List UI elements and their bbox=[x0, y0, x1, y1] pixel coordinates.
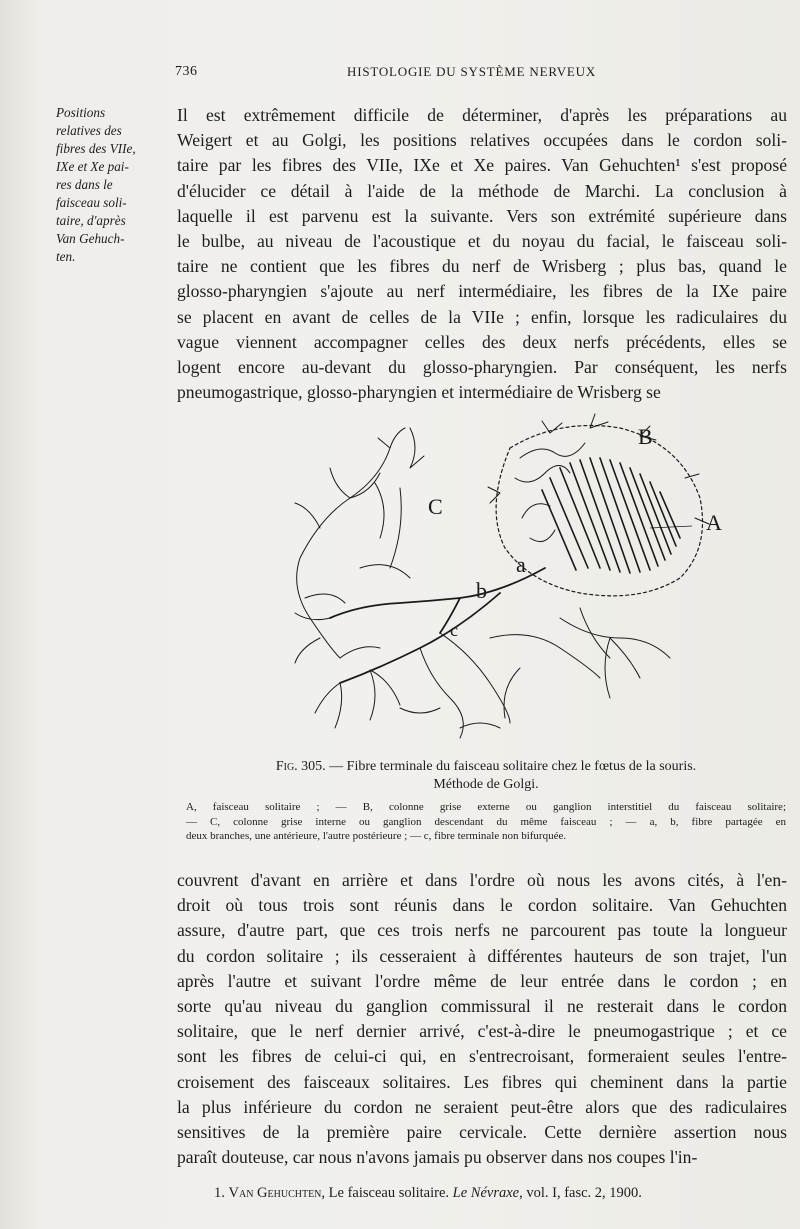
label-A-leader bbox=[650, 526, 692, 528]
colonne-grise-interne bbox=[295, 428, 424, 663]
paragraph-2 bbox=[177, 868, 787, 1170]
margin-note-line: faisceau soli- bbox=[56, 195, 127, 210]
legend-line: — C, colonne grise interne ou ganglion descendant du même faisceau ; — a, b, fibre partagée en bbox=[186, 815, 786, 828]
text-line: sont les fibres de celui-ci qui, en s'entrecroisant, formeraient seules l'entre- bbox=[177, 1046, 787, 1067]
text-line: logent encore au-devant du glosso-pharyngien. Par conséquent, les nerfs bbox=[177, 356, 787, 377]
text-line: sensitives de la première paire cervicale. Cette dernière assertion nous bbox=[177, 1121, 787, 1142]
margin-note-line: IXe et Xe pai- bbox=[56, 159, 129, 174]
footnote-text-after: , vol. I, fasc. 2, 1900. bbox=[519, 1185, 642, 1201]
figure-legend bbox=[186, 800, 786, 844]
label-a: a bbox=[516, 552, 526, 577]
caption-method: Méthode de Golgi. bbox=[433, 777, 539, 792]
footnote bbox=[214, 1185, 774, 1202]
text-line: couvrent d'avant en arrière et dans l'ordre où nous les avons cités, à l'en- bbox=[177, 870, 787, 890]
page-header bbox=[175, 62, 785, 84]
text-line: assure, d'autre part, que ces trois nerfs ne parcourent pas toute la longueur bbox=[177, 920, 787, 941]
text-line: droit où tous trois sont réunis dans le cordon solitaire. Van Gehuchten bbox=[177, 895, 787, 916]
label-c: c bbox=[450, 620, 458, 640]
label-A: A bbox=[706, 510, 722, 535]
footnote-journal: Le Névraxe bbox=[452, 1185, 520, 1201]
text-line: vague viennent accompagner celles des deux nerfs précédents, elles se bbox=[177, 331, 787, 352]
margin-note bbox=[56, 104, 166, 266]
margin-note-line: Positions bbox=[56, 105, 106, 120]
label-B: B bbox=[638, 424, 653, 449]
margin-note-line: Van Gehuch- bbox=[56, 231, 125, 246]
text-line: croisement des faisceaux solitaires. Les fibres qui cheminent dans la partie bbox=[177, 1071, 787, 1092]
margin-note-line: fibres des VIIe, bbox=[56, 141, 136, 156]
text-line: paraît douteuse, car nous n'avons jamais pu observer dans nos coupes l'in- bbox=[177, 1147, 698, 1168]
label-C: C bbox=[428, 494, 443, 519]
lower-arborisation bbox=[295, 608, 670, 738]
page-number: 736 bbox=[175, 64, 198, 79]
text-line: glosso-pharyngien s'ajoute au nerf intermédiaire, les fibres de la IXe paire bbox=[177, 281, 787, 302]
text-line: la plus inférieure du cordon ne seraient peut-être alors que des radiculaires bbox=[177, 1096, 787, 1117]
text-line: sorte qu'au niveau du ganglion commissural il ne resterait dans le cordon bbox=[177, 995, 787, 1016]
margin-note-line: relatives des bbox=[56, 123, 122, 138]
caption-text: — Fibre terminale du faisceau solitaire chez le fœtus de la souris. bbox=[329, 759, 697, 774]
text-line: se placent en avant de celles de la VIIe ; enfin, lorsque les radiculaires du bbox=[177, 306, 787, 327]
footnote-text-before: , Le faisceau solitaire. bbox=[321, 1185, 453, 1201]
running-title: HISTOLOGIE DU SYSTÈME NERVEUX bbox=[347, 64, 597, 79]
text-line: Il est extrêmement difficile de déterminer, d'après les préparations au bbox=[177, 105, 787, 125]
footnote-number: 1. bbox=[214, 1185, 225, 1201]
legend-line: deux branches, une antérieure, l'autre postérieure ; — c, fibre terminale non bifurquée. bbox=[186, 830, 567, 842]
terminal-fibre bbox=[330, 568, 545, 683]
text-line: du cordon solitaire ; ils cesseraient à différentes hauteurs de son trajet, l'un bbox=[177, 945, 787, 966]
legend-line: A, faisceau solitaire ; — B, colonne grise externe ou ganglion interstitiel du faisceau solitaire; bbox=[186, 801, 786, 813]
neuron-drawing bbox=[260, 408, 730, 753]
footnote-author: Van Gehuchten bbox=[228, 1185, 322, 1201]
margin-note-line: taire, d'après bbox=[56, 213, 126, 228]
text-line: solitaire, que le nerf dernier arrivé, c'est-à-dire le pneumogastrique ; et ce bbox=[177, 1021, 787, 1042]
figure-caption bbox=[186, 758, 786, 794]
margin-note-line: ten. bbox=[56, 249, 76, 264]
text-line: laquelle il est parvenu est la suivante. Vers son extrémité supérieure dans bbox=[177, 205, 787, 226]
text-line: taire ne contient que les fibres du nerf de Wrisberg ; plus bas, quand le bbox=[177, 256, 787, 277]
margin-note-line: res dans le bbox=[56, 177, 113, 192]
text-line: taire par les fibres des VIIe, IXe et Xe paires. Van Gehuchten¹ s'est proposé bbox=[177, 155, 787, 176]
text-line: d'élucider ce détail à l'aide de la méthode de Marchi. La conclusion à bbox=[177, 180, 787, 201]
hatching bbox=[542, 458, 680, 573]
text-line: pneumogastrique, glosso-pharyngien et intermédiaire de Wrisberg se bbox=[177, 382, 661, 403]
text-line: après l'autre et suivant l'ordre même de leur entrée dans le cordon ; en bbox=[177, 970, 787, 991]
caption-prefix: Fig. 305. bbox=[275, 759, 326, 774]
text-line: Weigert et au Golgi, les positions relatives occupées dans le cordon soli- bbox=[177, 130, 787, 151]
figure-305 bbox=[260, 408, 730, 753]
label-b: b bbox=[476, 578, 487, 603]
text-line: le bulbe, au niveau de l'acoustique et du noyau du facial, le faisceau soli- bbox=[177, 230, 787, 251]
paragraph-1 bbox=[177, 103, 787, 405]
